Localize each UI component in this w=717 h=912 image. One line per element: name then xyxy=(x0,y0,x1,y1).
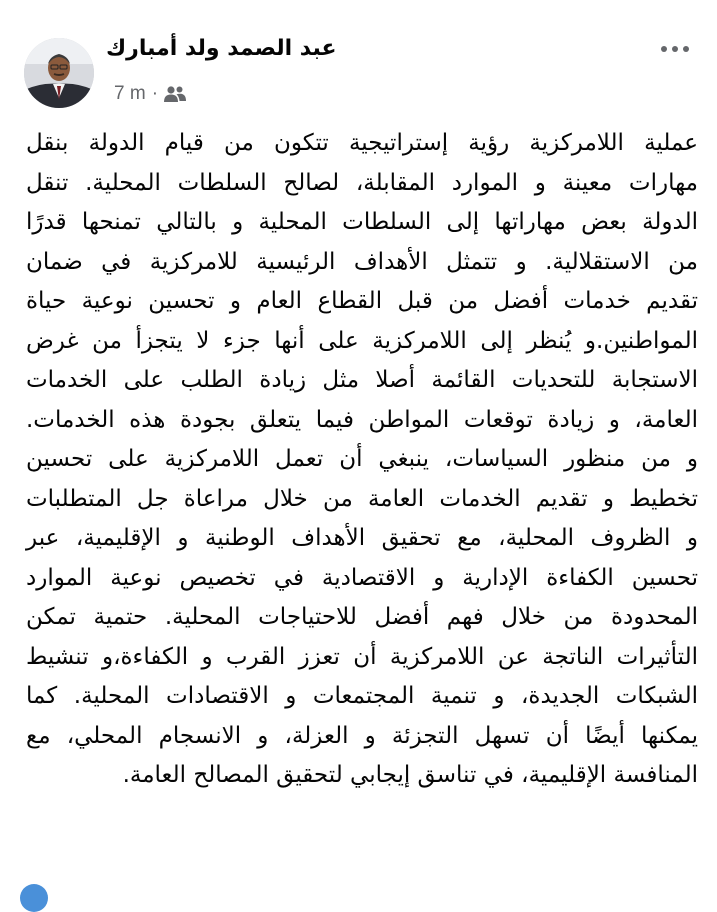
post-text-line: الدولة بعض مهاراتها إلى السلطات المحلية و بالتالي تمنحها قدرًا xyxy=(26,209,698,235)
post-text-line: تحسين الكفاءة الإدارية و الاقتصادية في تخصيص نوعية الموارد xyxy=(26,564,698,591)
post-text xyxy=(26,124,698,796)
post-text-line: الشبكات الجديدة، و تنمية المجتمعات و الاقتصادات المحلية. كما xyxy=(26,683,698,709)
post-text-line: من الاستقلالية. و تتمثل الأهداف الرئيسية للامركزية في ضمان xyxy=(26,248,698,275)
post-text-line: مهارات معينة و الموارد المقابلة، لصالح السلطات المحلية. تنقل xyxy=(26,169,698,196)
post-text-line: المواطنين.و يُنظر إلى اللامركزية على أنها جزء لا يتجزأ من غرض xyxy=(26,327,698,354)
more-options-icon[interactable] xyxy=(655,34,695,64)
post-text-line: يمكنها أيضًا أن تسهل التجزئة و العزلة، و الانسجام المحلي، مع xyxy=(26,722,698,749)
post-text-line: الاستجابة للتحديات القائمة أصلا مثل زيادة الطلب على الخدمات xyxy=(26,367,698,393)
post-text-line: تقديم خدمات أفضل من قبل القطاع العام و تحسين نوعية حياة xyxy=(26,288,698,314)
post-text-line: المحدودة من خلال فهم أفضل للاحتياجات المحلية. حتمية تمكن xyxy=(26,604,698,630)
post-text-line: العامة، و زيادة توقعات المواطن فيما يتعلق بجودة هذه الخدمات. xyxy=(26,406,698,433)
friends-icon[interactable] xyxy=(164,85,186,103)
post-text-line: و من منظور السياسات، ينبغي أن تعمل اللامركزية على تحسين xyxy=(26,446,698,472)
post-text-line: عملية اللامركزية رؤية إستراتيجية تتكون من قيام الدولة بنقل xyxy=(26,130,698,156)
author-name[interactable]: عبد الصمد ولد أمبارك xyxy=(106,36,337,61)
post-header xyxy=(0,0,717,110)
post-text-line: و الظروف المحلية، مع تحقيق الأهداف الوطنية و الإقليمية، عبر xyxy=(26,525,698,551)
post-text-line: تخطيط و تقديم الخدمات العامة من خلال مراعاة جل المتطلبات xyxy=(26,485,698,512)
post-meta xyxy=(114,83,186,105)
commenter-avatar[interactable] xyxy=(20,884,48,912)
author-avatar[interactable] xyxy=(24,38,94,108)
post-text-line: التأثيرات الناتجة عن اللامركزية أن تعزز القرب و الكفاءة،و تنشيط xyxy=(26,643,698,670)
meta-separator: · xyxy=(151,83,159,104)
post-timestamp[interactable]: 7 m xyxy=(114,83,146,104)
avatar-photo xyxy=(24,38,94,108)
post-text-line: المنافسة الإقليمية، في تناسق إيجابي لتحقيق المصالح العامة. xyxy=(122,762,698,788)
